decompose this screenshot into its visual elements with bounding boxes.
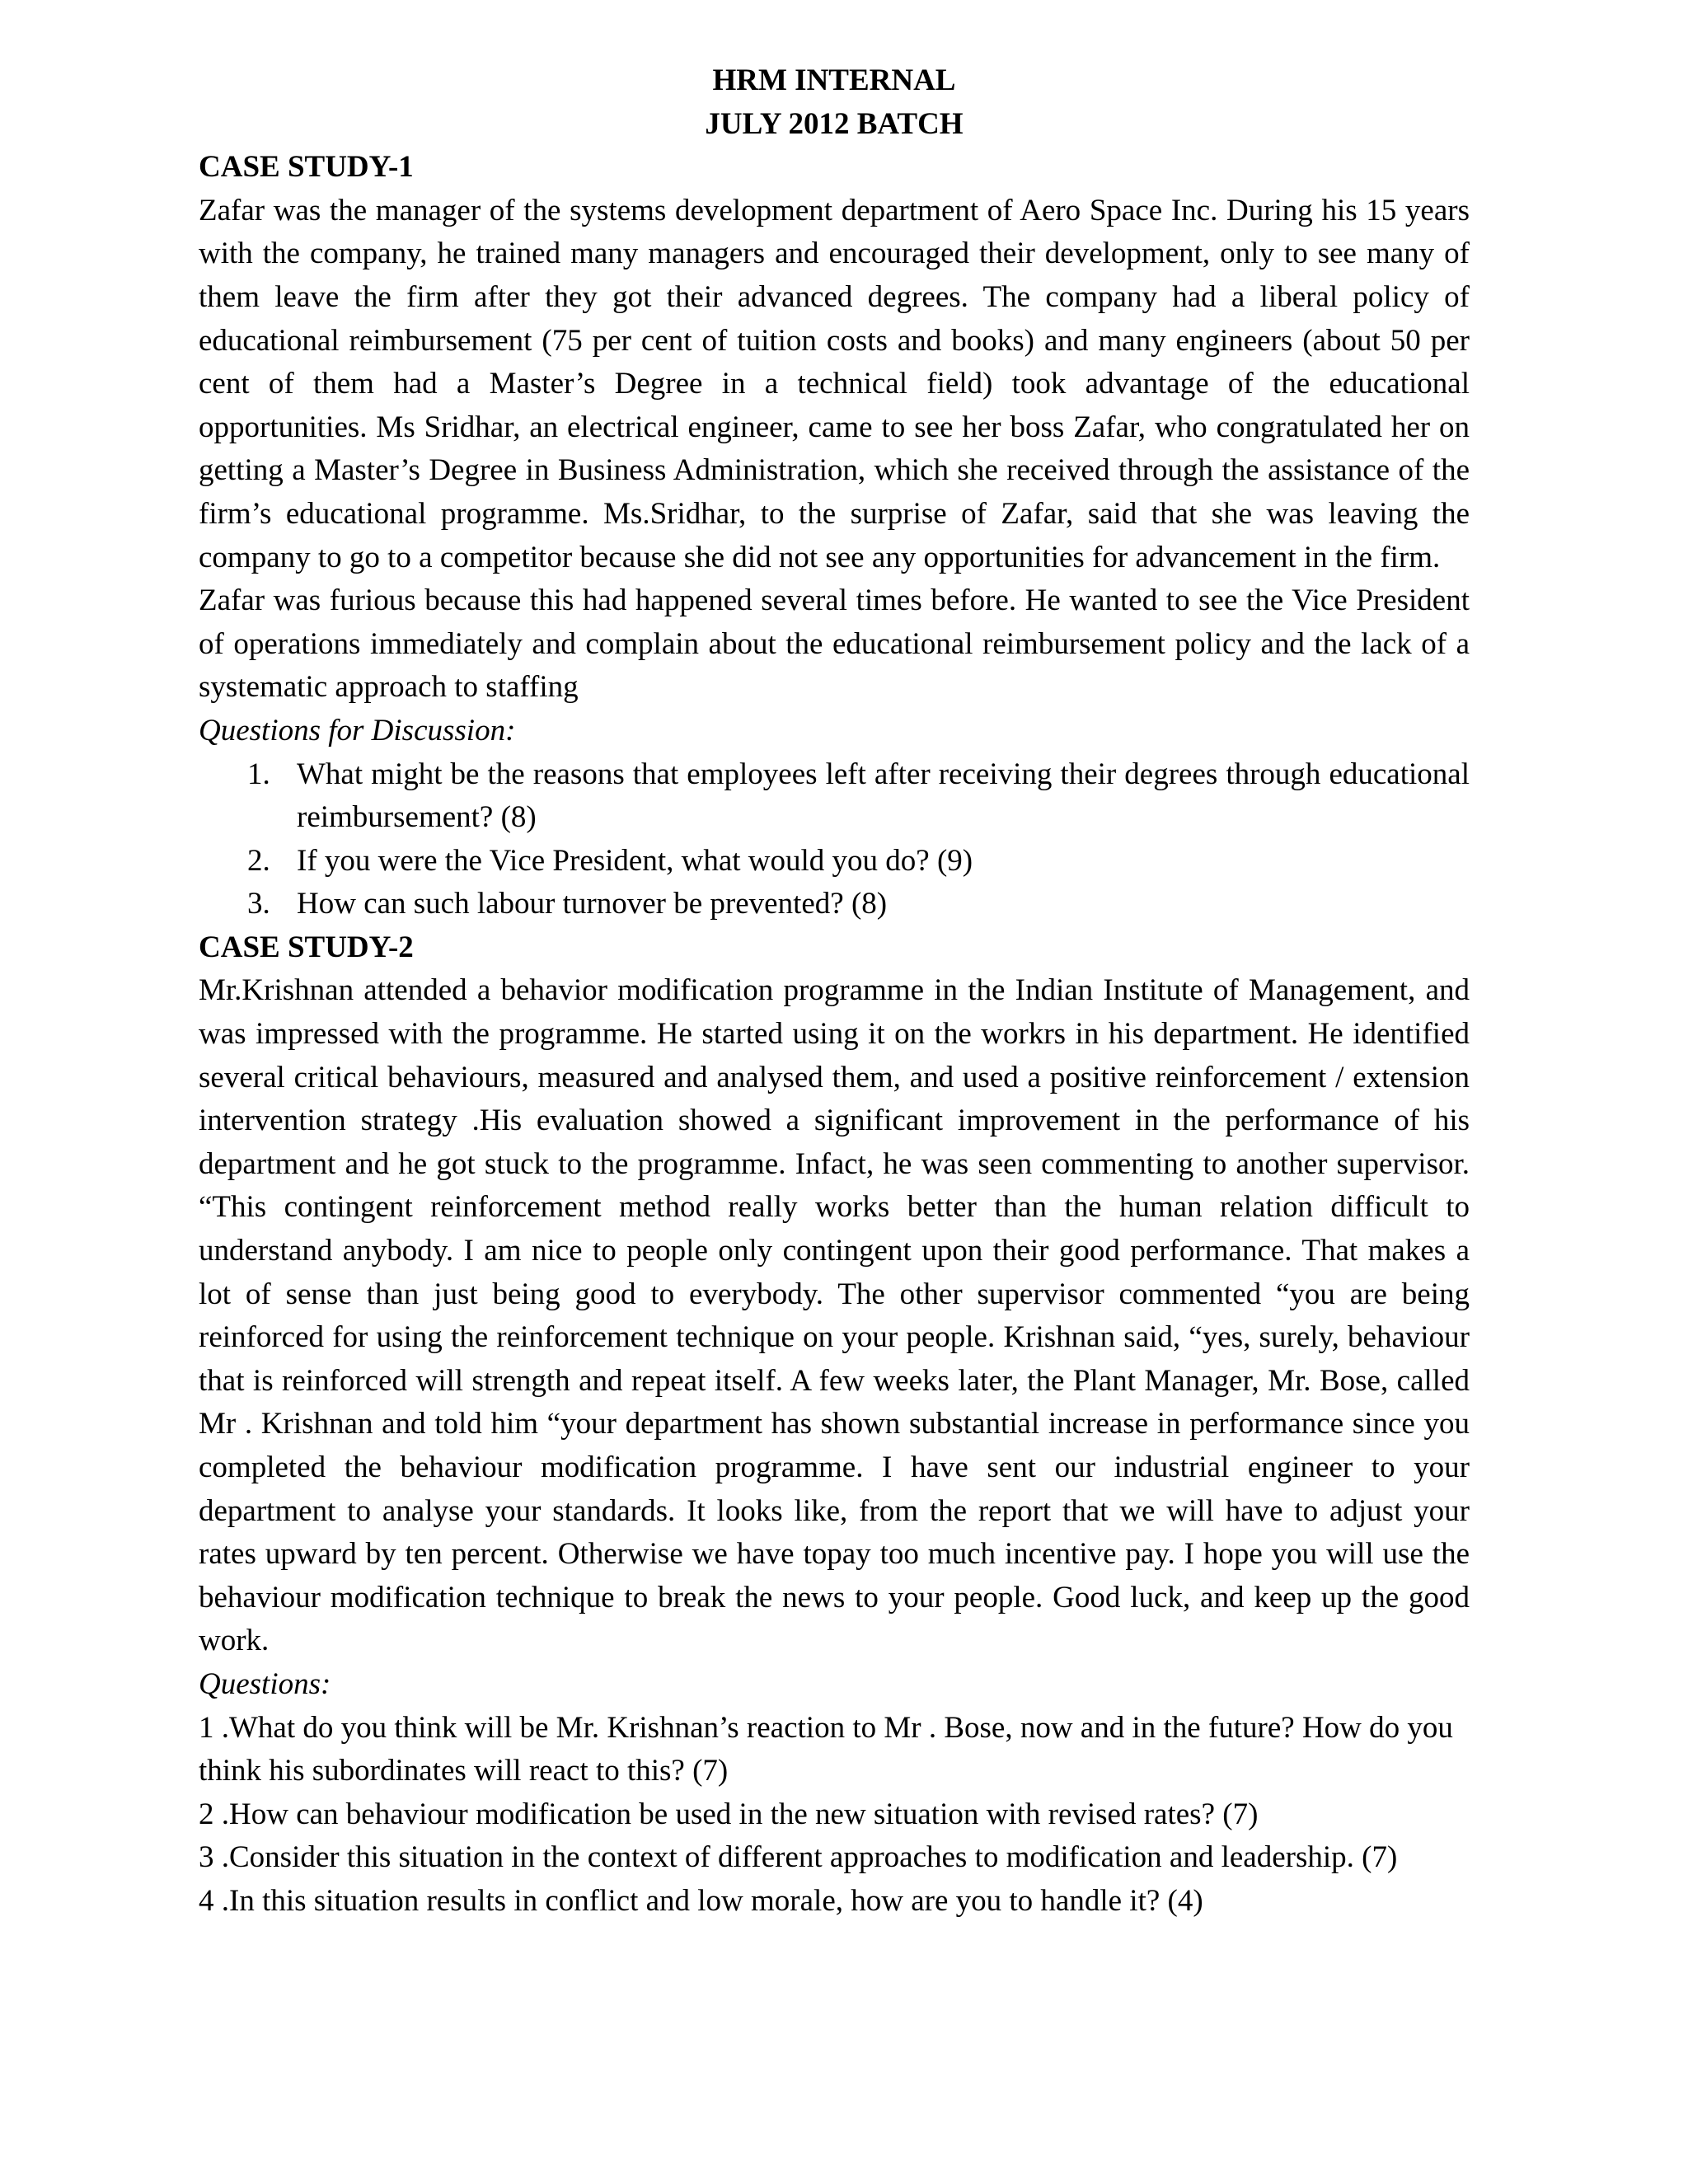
question-text: If you were the Vice President, what would you do? (9) [297, 843, 973, 878]
case-study-2-title: CASE STUDY-2 [199, 930, 414, 964]
case-study-1-questions-heading: Questions for Discussion: [199, 713, 516, 748]
case-study-2-question: 1 .What do you think will be Mr. Krishnan’s reaction to Mr . Bose, now and in the future? How do you think his subordinates will react to this? (7) [199, 1710, 1453, 1788]
question-item [199, 753, 1470, 840]
case-study-2-paragraph: Mr.Krishnan attended a behavior modification programme in the Indian Institute of Management, and was impressed with the programme. He started using it on the workrs in his department. He identified several critical behaviours, measured and analysed them, and used a positive reinforcement / extension intervention strategy .His evaluation showed a significant improvement in the performance of his department and he got stuck to the programme. Infact, he was seen commenting to another supervisor. “This contingent reinforcement method really works better than the human relation difficult to understand anybody. I am nice to people only contingent upon their good performance. That makes a lot of sense than just being good to everybody. The other supervisor commented “you are being reinforced for using the reinforcement technique on your people. Krishnan said, “yes, surely, behaviour that is reinforced will strength and repeat itself. A few weeks later, the Plant Manager, Mr. Bose, called Mr . Krishnan and told him “your department has shown substantial increase in performance since you completed the behaviour modification programme. I have sent our industrial engineer to your department to analyse your standards. It looks like, from the report that we will have to adjust your rates upward by ten percent. Otherwise we have topay too much incentive pay. I hope you will use the behaviour modification technique to break the news to your people. Good luck, and keep up the good work. [199, 973, 1470, 1658]
question-item [199, 840, 1470, 883]
document-title: HRM INTERNAL [712, 63, 956, 97]
question-item [199, 883, 1470, 926]
question-number: 1. [247, 757, 270, 791]
question-number: 2. [247, 843, 270, 878]
document-page [199, 59, 1470, 1924]
case-study-1-title: CASE STUDY-1 [199, 150, 414, 185]
case-study-2-question: 3 .Consider this situation in the context of different approaches to modification and leadership. (7) [199, 1840, 1398, 1875]
case-study-2-question: 2 .How can behaviour modification be used in the new situation with revised rates? (7) [199, 1797, 1259, 1831]
case-study-1-paragraph: Zafar was furious because this had happened several times before. He wanted to see the Vice President of operations immediately and complain about the educational reimbursement policy and the lack of a systematic approach to staffing [199, 583, 1470, 705]
case-study-2-questions-heading: Questions: [199, 1666, 331, 1701]
case-study-2-question: 4 .In this situation results in conflict and low morale, how are you to handle it? (4) [199, 1883, 1203, 1918]
question-number: 3. [247, 887, 270, 921]
case-study-1-paragraph: Zafar was the manager of the systems development department of Aero Space Inc. During his 15 years with the company, he trained many managers and encouraged their development, only to see many of them leave the firm after they got their advanced degrees. The company had a liberal policy of educational reimbursement (75 per cent of tuition costs and books) and many engineers (about 50 per cent of them had a Master’s Degree in a technical field) took advantage of the educational opportunities. Ms Sridhar, an electrical engineer, came to see her boss Zafar, who congratulated her on getting a Master’s Degree in Business Administration, which she received through the assistance of the firm’s educational programme. Ms.Sridhar, to the surprise of Zafar, said that she was leaving the company to go to a competitor because she did not see any opportunities for advancement in the firm. [199, 193, 1470, 574]
case-study-1-question-list [199, 753, 1470, 926]
question-text: What might be the reasons that employees left after receiving their degrees through educational reimbursement? (8) [297, 757, 1470, 835]
question-text: How can such labour turnover be prevented? (8) [297, 887, 888, 921]
document-subtitle: JULY 2012 BATCH [705, 106, 964, 141]
